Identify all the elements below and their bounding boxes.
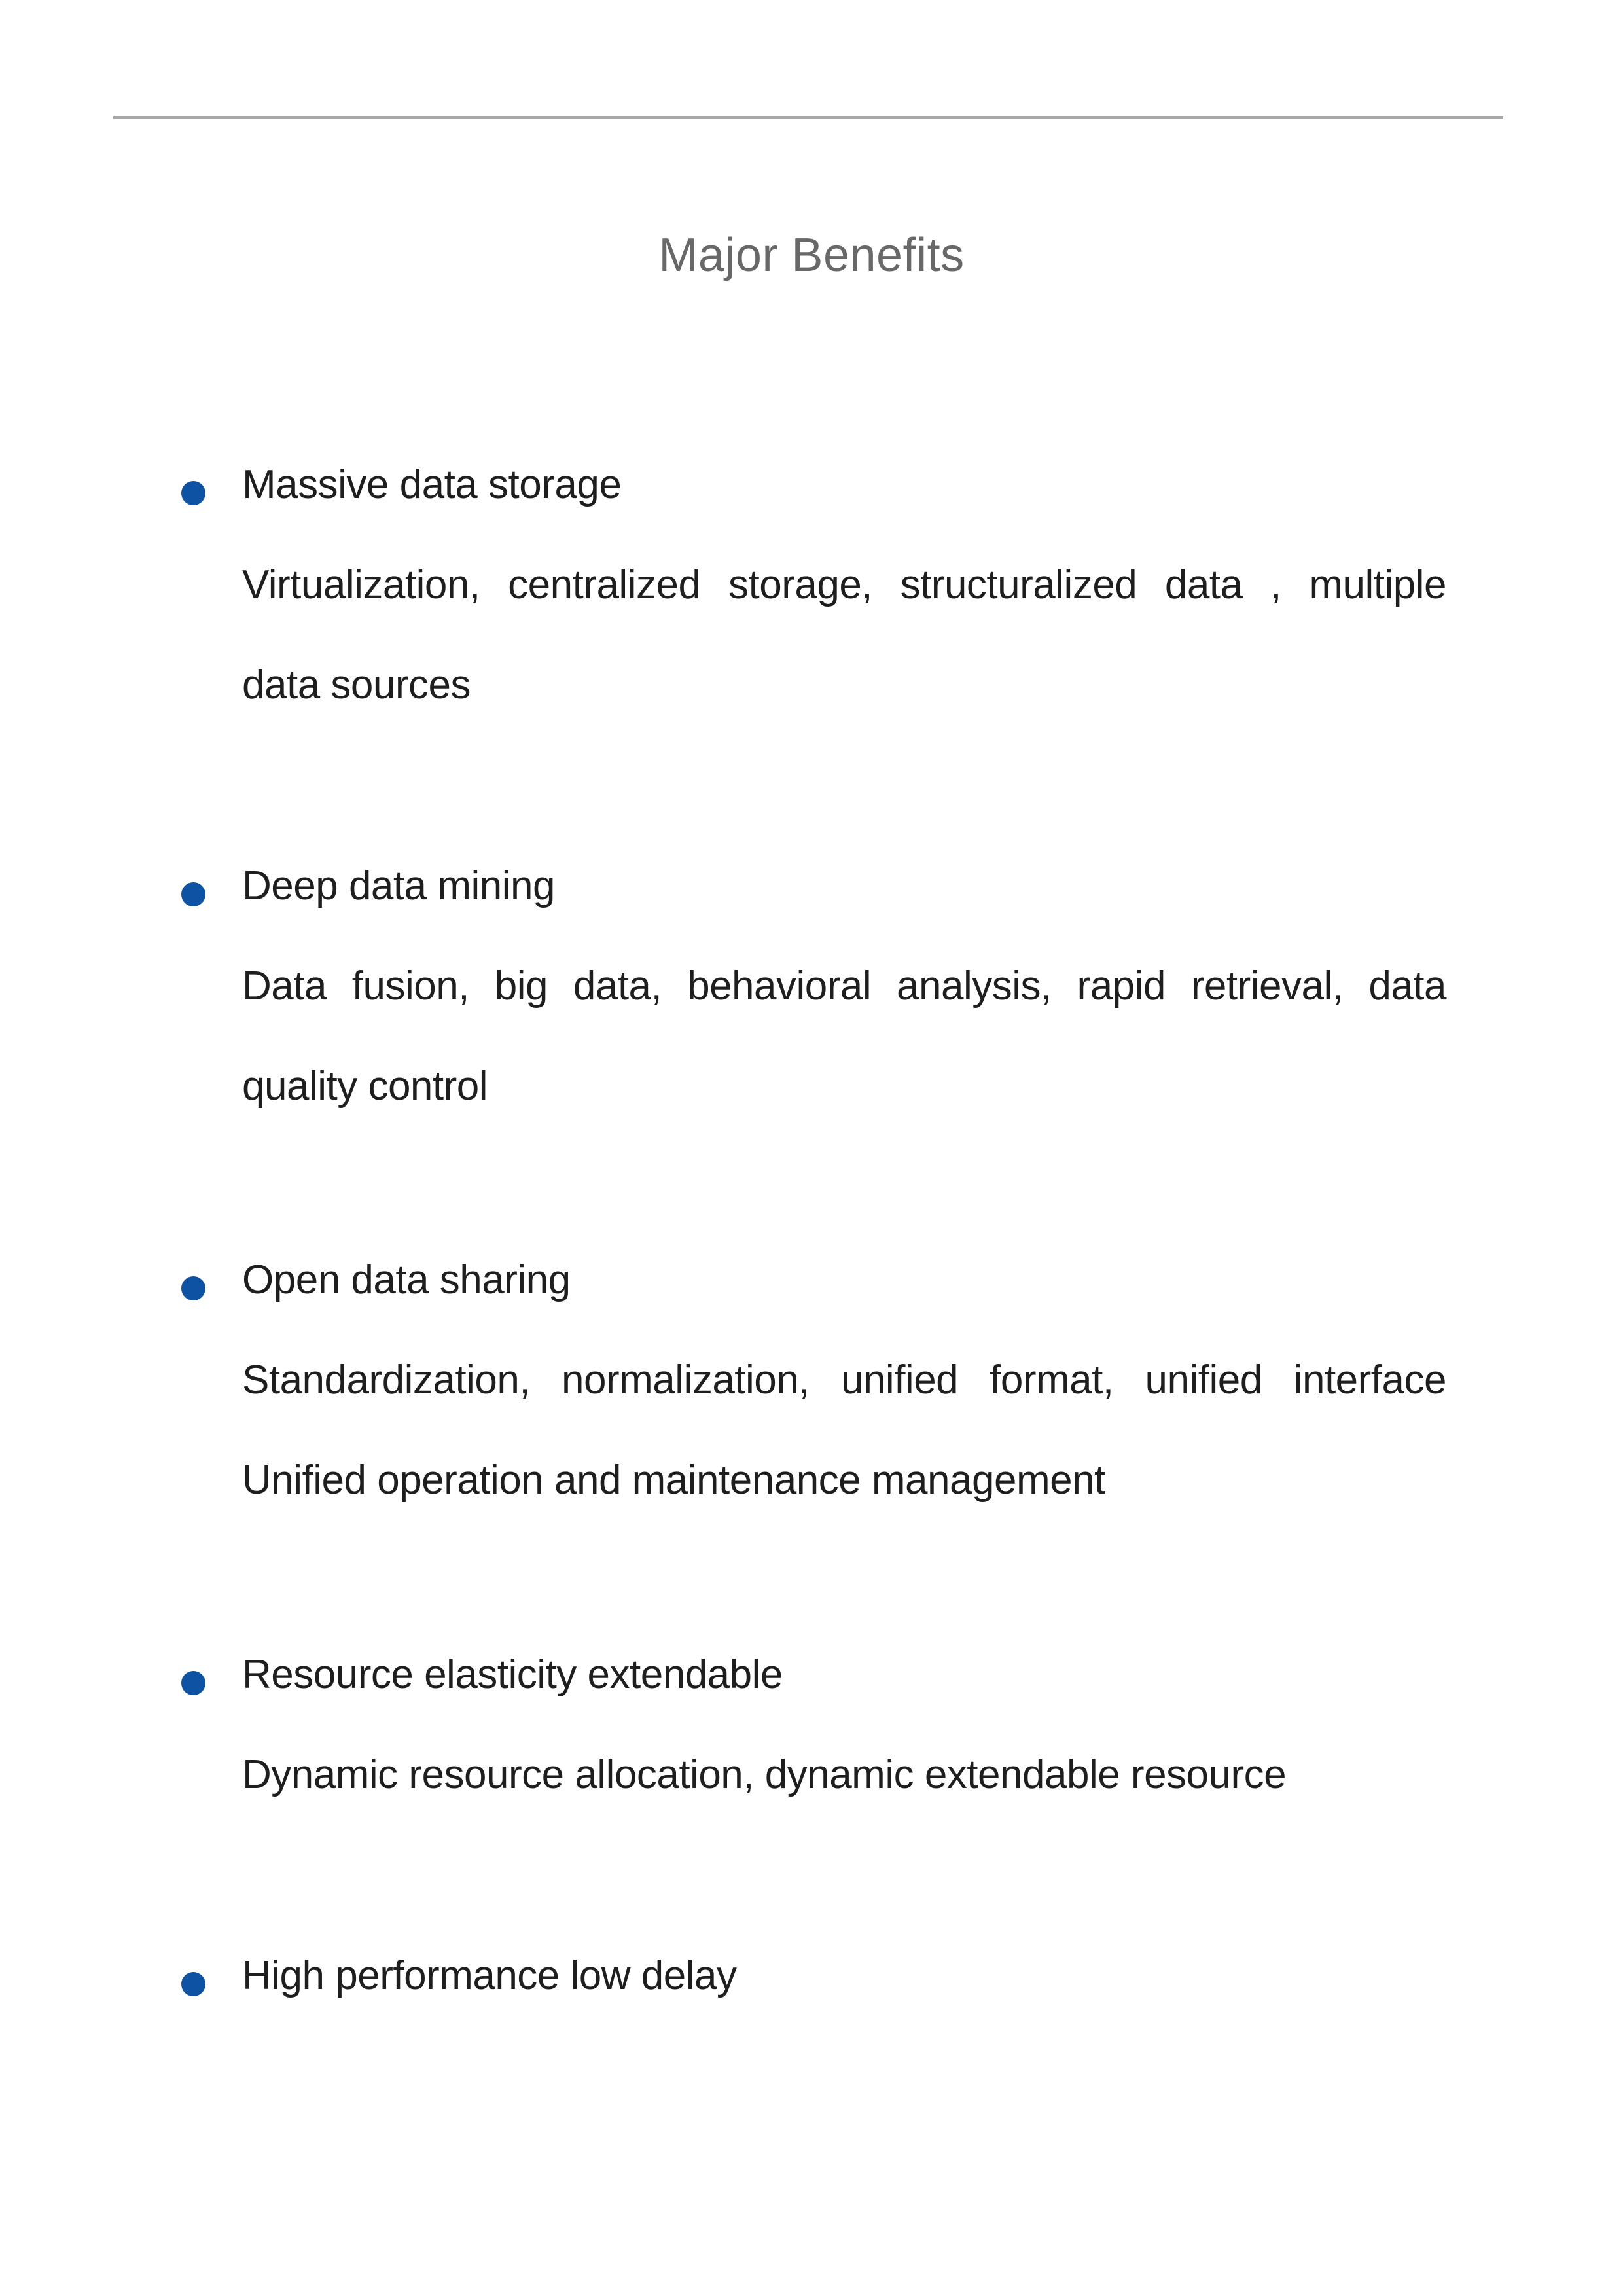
bullet-dot-icon xyxy=(181,481,205,505)
benefit-line: Dynamic resource allocation, dynamic extendable resource xyxy=(242,1752,1287,1797)
benefits-list xyxy=(0,435,1446,2026)
benefit-heading: Massive data storage xyxy=(242,462,622,507)
list-item xyxy=(0,836,1446,1136)
list-item xyxy=(0,1926,1446,2026)
list-item-content xyxy=(242,435,1446,735)
benefit-line: Standardization, normalization, unified format, unified interface xyxy=(242,1357,1446,1403)
bullet-dot-icon xyxy=(181,882,205,906)
top-divider xyxy=(113,116,1503,119)
list-item xyxy=(0,1624,1446,1825)
benefit-line: data sources xyxy=(242,662,471,708)
benefit-line: Unified operation and maintenance management xyxy=(242,1458,1105,1503)
list-item xyxy=(0,435,1446,735)
bullet-dot-icon xyxy=(181,1671,205,1695)
list-item-content xyxy=(242,1230,1446,1530)
benefit-line: Data fusion, big data, behavioral analysis, rapid retrieval, data xyxy=(242,963,1446,1009)
benefit-heading: Deep data mining xyxy=(242,863,555,908)
benefit-line: quality control xyxy=(242,1064,488,1109)
benefit-heading: Resource elasticity extendable xyxy=(242,1652,783,1697)
benefit-heading: High performance low delay xyxy=(242,1953,737,1998)
list-item xyxy=(0,1230,1446,1530)
bullet-dot-icon xyxy=(181,1276,205,1300)
list-item-content xyxy=(242,1926,1446,2026)
benefit-heading: Open data sharing xyxy=(242,1257,571,1302)
page-title: Major Benefits xyxy=(658,229,965,281)
bullet-dot-icon xyxy=(181,1972,205,1996)
benefit-line: Virtualization, centralized storage, structuralized data , multiple xyxy=(242,562,1446,607)
list-item-content xyxy=(242,836,1446,1136)
list-item-content xyxy=(242,1624,1446,1825)
